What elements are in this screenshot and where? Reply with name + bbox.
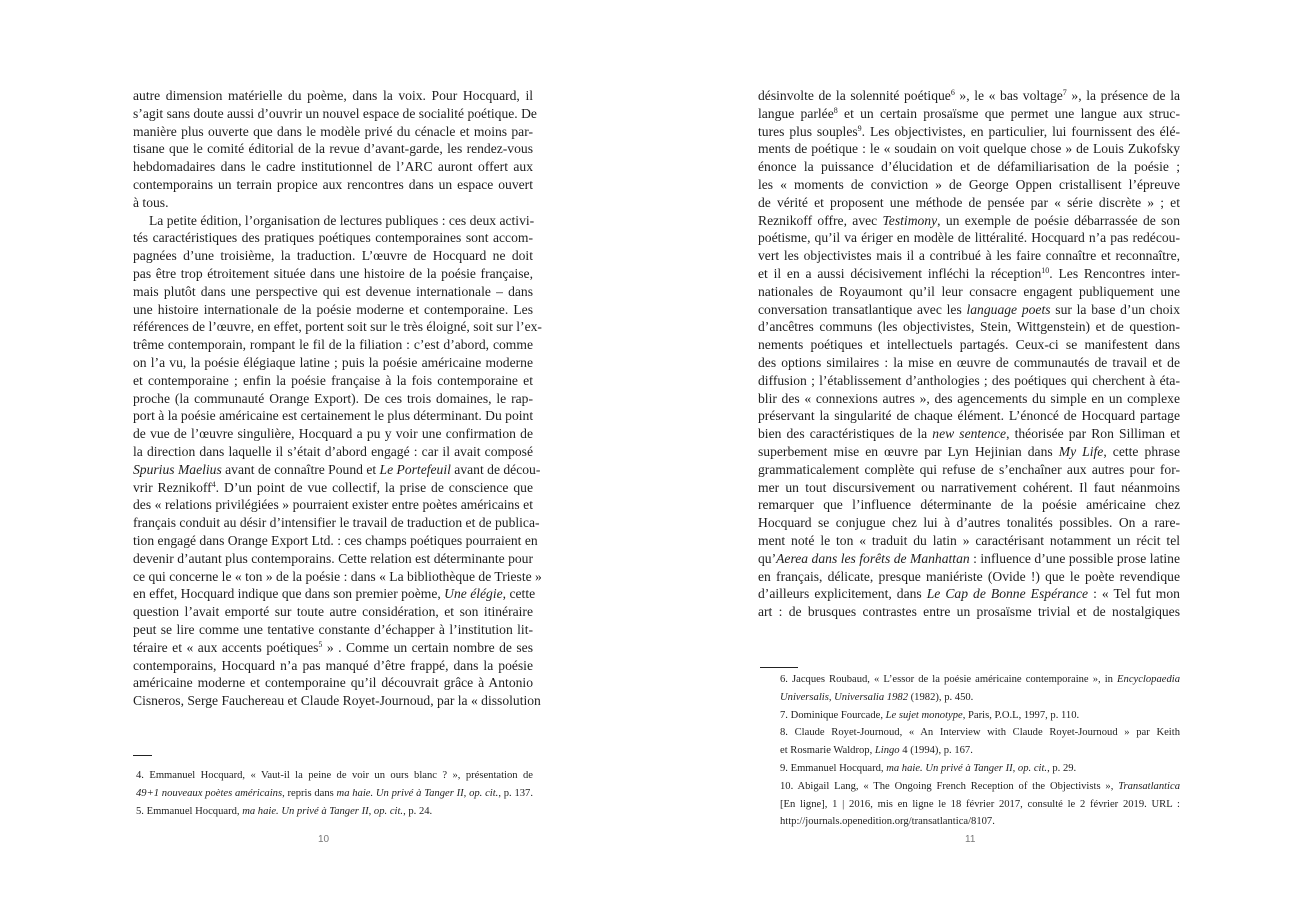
text-line <box>133 461 541 479</box>
text-run: » . Comme un certain nombre de ses <box>322 639 534 655</box>
text-line <box>758 461 1180 479</box>
italic-title: Transatlantica <box>1118 780 1180 792</box>
text-run: port à la poésie américaine est certainement le plus déterminant. Du point <box>133 408 534 424</box>
text-line <box>133 407 533 425</box>
text-run: mer un tout discursivement ou narrativement cohérent. Il faut néanmoins <box>758 479 1180 495</box>
text-run: art : de brusques contrastes entre un prosaïsme trivial et de nostalgiques <box>758 604 1180 620</box>
text-line <box>133 140 533 158</box>
text-run: peut se lire comme une tentative constante d’échapper à l’institution lit- <box>133 621 533 637</box>
text-line <box>133 692 541 710</box>
text-run: , cette <box>502 586 536 602</box>
text-run: en français, délicate, presque maniériste (Ovide !) que le poète revendique <box>758 568 1180 584</box>
page-number: 10 <box>318 834 330 845</box>
text-line <box>780 813 1180 831</box>
text-run: on l’a vu, la poésie élégiaque latine ; puis la poésie américaine moderne <box>133 354 533 370</box>
text-run: avant de décou- <box>450 461 541 477</box>
text-line <box>758 372 1180 390</box>
italic-title: Le Cap de Bonne Espérance <box>926 586 1089 602</box>
italic-title: ma haie. Un privé à Tanger II, op. cit. <box>886 762 1048 774</box>
text-run: et un certain prosaïsme que permet une langue aux struc- <box>837 105 1180 121</box>
text-run: français conduit au désir d’intensifier le travail de traduction et de publica- <box>133 515 540 531</box>
text-line <box>758 176 1180 194</box>
text-line <box>758 550 1180 568</box>
text-line <box>133 265 533 283</box>
text-line <box>758 354 1180 372</box>
text-line <box>133 87 533 105</box>
text-line <box>758 390 1180 408</box>
text-run: , un exemple de poésie débarrassée de son <box>937 212 1180 228</box>
footnotes <box>136 767 533 820</box>
text-run: d’ailleurs explicitement, dans <box>758 586 927 602</box>
text-line <box>758 443 1180 461</box>
text-line <box>133 247 533 265</box>
footnote-reference: 8 <box>833 105 838 115</box>
text-run: nements poétiques et intellectuels partagés. Ceux-ci se manifestent dans <box>758 337 1180 353</box>
text-run: : influence d’une possible prose latine <box>969 550 1180 566</box>
left-page <box>0 0 646 913</box>
text-line <box>780 671 1180 689</box>
text-line <box>758 194 1180 212</box>
text-line <box>133 585 536 603</box>
footnote-rule <box>760 667 798 668</box>
text-line <box>758 407 1180 425</box>
text-run: http://journals.openedition.org/transatlantica/8107. <box>780 816 995 828</box>
text-line <box>758 229 1180 247</box>
text-run: , théorisée par Ron Silliman et <box>1006 426 1180 442</box>
text-line <box>133 283 533 301</box>
text-run: . Les objectivistes, en particulier, lui fournissent des élé- <box>861 123 1181 139</box>
text-line <box>133 479 533 497</box>
text-line <box>133 674 533 692</box>
text-run: poétisme, qu’il va ériger en modèle de littéralité. Hocquard n’a pas redécou- <box>758 230 1180 246</box>
text-run: désinvolte de la solennité poétique <box>758 88 951 103</box>
text-run: », le « bas voltage <box>954 88 1063 103</box>
footnote-reference: 4 <box>211 479 216 489</box>
text-line <box>758 425 1180 443</box>
text-line <box>133 514 540 532</box>
text-run: remarquer que l’influence déterminante de la poésie américaine chez <box>758 497 1180 513</box>
text-line <box>758 585 1180 603</box>
text-line <box>133 301 533 319</box>
text-run: d’ancêtres communs (les objectivistes, Stein, Wittgenstein) et de question- <box>758 319 1180 335</box>
text-line <box>133 158 533 176</box>
text-run: en effet, Hocquard indique que dans son premier poème, <box>133 586 445 602</box>
text-line <box>133 176 533 194</box>
italic-title: Spurius Maelius <box>133 461 222 477</box>
text-line <box>780 707 1180 725</box>
italic-title: Une élégie <box>444 586 503 602</box>
text-run: devenir d’autant plus contemporains. Cette relation est déterminante pour <box>133 550 533 566</box>
text-run: tion engagé dans Orange Export Ltd. : ces champs poétiques pourraient en <box>133 532 538 548</box>
text-run: des « relations privilégiées » pourraient exister entre poètes américains et <box>133 497 533 513</box>
text-run: , cette phrase <box>1103 443 1181 459</box>
text-line <box>136 767 533 785</box>
text-line <box>758 479 1180 497</box>
text-line <box>758 318 1180 336</box>
text-line <box>133 657 533 675</box>
text-line <box>136 803 533 821</box>
text-line <box>780 760 1180 778</box>
text-run: (1982), p. 450. <box>908 691 974 703</box>
text-run: 4 (1994), p. 167. <box>899 745 973 757</box>
text-line <box>133 372 533 390</box>
page-number: 11 <box>965 834 976 845</box>
text-run: téraire et « aux accents poétiques <box>133 639 319 655</box>
text-run: tés caractéristiques des pratiques poétiques contemporaines sont accom- <box>133 230 533 246</box>
text-run: : « Tel fut mon <box>1088 586 1180 602</box>
text-run: manière plus ouverte que dans le modèle privé du cénacle et moins par- <box>133 123 533 139</box>
text-run: pagnées d’une troisième, la traduction. L’œuvre de Hocquard ne doit <box>133 248 533 264</box>
italic-title: ma haie. Un privé à Tanger II, op. cit. <box>336 787 499 799</box>
text-run: ments de poétique : le « soudain on voit quelque chose » de Louis Zukofsky <box>758 141 1180 157</box>
text-run: blir des « connexions autres », des agencements du simple en un complexe <box>758 390 1180 406</box>
text-line <box>780 778 1180 796</box>
text-line <box>758 265 1180 283</box>
italic-title: My Life <box>1058 443 1104 459</box>
text-run: question l’avait emporté sur toute autre considération, et son itinéraire <box>133 604 533 620</box>
footnotes <box>780 671 1180 831</box>
text-line <box>133 568 542 586</box>
text-run: . Les Rencontres inter- <box>1049 265 1180 281</box>
text-run: , p. 29. <box>1047 762 1077 774</box>
text-line <box>758 603 1180 621</box>
text-line <box>758 123 1180 141</box>
italic-title: 49+1 nouveaux poètes américains <box>136 787 283 799</box>
text-run: contemporains, Hocquard n’a pas manqué d’être frappé, dans la poésie <box>133 657 533 673</box>
text-run: préservant la singularité de chaque élément. L’énoncé de Hocquard partage <box>758 408 1180 424</box>
text-line <box>780 796 1180 814</box>
text-run: références de l’œuvre, en effet, portent soit sur le très éloigné, soit sur l’ex- <box>133 319 542 335</box>
text-line <box>758 301 1180 319</box>
text-run: 9. Emmanuel Hocquard, <box>780 762 887 774</box>
text-line <box>780 742 1180 760</box>
footnote-reference: 9 <box>857 123 862 133</box>
text-run: , p. 24. <box>403 805 433 817</box>
text-line <box>758 87 1180 105</box>
text-run: bien des caractéristiques de la <box>758 426 933 442</box>
text-line <box>758 568 1180 586</box>
text-run: et il en a aussi décisivement infléchi la réception <box>758 265 1042 281</box>
text-run: tures plus souples <box>758 123 858 139</box>
text-run: 8. Claude Royet-Journoud, « An Interview with Claude Royet-Journoud » par Keith <box>780 727 1180 739</box>
italic-title: Le sujet monotype <box>885 709 963 721</box>
text-run: 10. Abigail Lang, « The Ongoing French Reception of the Objectivists », <box>780 780 1119 792</box>
text-run: », la présence de la <box>1066 88 1181 103</box>
text-run: 5. Emmanuel Hocquard, <box>136 805 243 817</box>
text-run: vrir Reznikoff <box>133 479 212 495</box>
italic-title: Le Portefeuil <box>379 461 451 477</box>
text-run: de vérité et proposent une méthode de pensée par « série discrète » ; et <box>758 194 1180 210</box>
text-line <box>133 496 533 514</box>
text-run: avant de connaître Pound et <box>221 461 380 477</box>
text-run: pas être trop étroitement située dans une histoire de la poésie française, <box>133 265 533 281</box>
text-run: . D’un point de vue collectif, la prise de conscience que <box>215 479 533 495</box>
body-text <box>133 87 542 710</box>
text-line <box>780 724 1180 742</box>
text-line <box>758 158 1180 176</box>
text-line <box>133 425 533 443</box>
text-run: des options similaires : la mise en œuvre de communautés de travail et de <box>758 354 1180 370</box>
text-run: Hocquard se conjugue chez lui à d’autres tonalités possibles. On a rare- <box>758 515 1180 531</box>
text-run: 7. Dominique Fourcade, <box>780 709 886 721</box>
text-run: , repris dans <box>282 787 337 799</box>
text-line <box>133 532 538 550</box>
text-run: à tous. <box>133 194 169 210</box>
text-line <box>133 621 533 639</box>
text-run: Reznikoff offre, avec <box>758 212 883 228</box>
text-line <box>133 318 542 336</box>
text-run: diffusion ; l’établissement d’anthologies ; des poétiques qui cherchent à éta- <box>758 372 1180 388</box>
right-page <box>646 0 1293 913</box>
text-line <box>133 336 533 354</box>
footnote-rule <box>133 755 152 756</box>
text-line <box>758 247 1180 265</box>
text-run: sur la base d’un choix <box>1050 301 1180 317</box>
text-line <box>136 785 533 803</box>
text-line <box>133 603 533 621</box>
text-line <box>758 514 1180 532</box>
text-line <box>133 639 533 657</box>
text-run: autre dimension matérielle du poème, dans la voix. Pour Hocquard, il <box>133 88 533 103</box>
italic-title: Testimony <box>882 212 938 228</box>
text-run: ment noté le ton « traduit du latin » caractérisant notamment un récit tel <box>758 532 1180 548</box>
text-line <box>133 229 533 247</box>
text-run: vert les objectivistes mais il a contribué à les faire connaître et reconnaître, <box>758 248 1180 264</box>
text-run: langue parlée <box>758 105 834 121</box>
text-line <box>758 336 1180 354</box>
italic-title: Aerea dans les forêts de Manhattan <box>776 550 970 566</box>
text-run: s’agit sans doute aussi d’ouvrir un nouvel espace de socialité poétique. De <box>133 105 537 121</box>
text-line <box>780 689 1180 707</box>
text-run: 4. Emmanuel Hocquard, « Vaut-il la peine de voir un ours blanc ? », présentation de <box>136 770 533 781</box>
text-run: 6. Jacques Roubaud, « L’essor de la poésie américaine contemporaine », in <box>780 674 1118 685</box>
text-run: contemporains un terrain propice aux rencontres dans un espace ouvert <box>133 176 533 192</box>
text-line <box>758 105 1180 123</box>
text-run: mais plutôt dans une perspective qui est devenue internationale – dans <box>133 283 533 299</box>
text-line <box>133 212 533 230</box>
text-line <box>758 496 1180 514</box>
text-run: Cisneros, Serge Fauchereau et Claude Royet-Journoud, par la « dissolution <box>133 693 541 709</box>
text-line <box>133 194 533 212</box>
text-run: et contemporaine ; enfin la poésie française à la fois contemporaine et <box>133 372 533 388</box>
text-line <box>133 354 533 372</box>
footnote-reference: 7 <box>1062 88 1067 97</box>
text-line <box>758 140 1180 158</box>
italic-title: Universalis, Universalia 1982 <box>780 691 908 703</box>
text-run: ce qui concerne le « ton » de la poésie : dans « La bibliothèque de Trieste » <box>133 568 542 584</box>
text-run: nationales de Royaumont qu’il leur consacre engagent publiquement une <box>758 283 1180 299</box>
text-run: et Rosmarie Waldrop, <box>780 745 875 757</box>
text-line <box>133 105 537 123</box>
text-line <box>133 443 533 461</box>
text-run: [En ligne], 1 | 2016, mis en ligne le 18 février 2017, consulté le 2 février 2019. URL : <box>780 798 1180 810</box>
text-line <box>758 283 1180 301</box>
text-line <box>758 532 1180 550</box>
text-run: grammaticalement complète qui refuse de s’enchaîner aux autres pour for- <box>758 461 1180 477</box>
text-line <box>758 212 1180 230</box>
text-run: de vue de l’œuvre singulière, Hocquard a pu y voir une confirmation de <box>133 426 533 442</box>
text-run: proche (la communauté Orange Export). De ces trois domaines, le rap- <box>133 390 533 406</box>
italic-title: Lingo <box>874 745 900 757</box>
italic-title: new sentence <box>932 426 1007 442</box>
text-run: la direction dans laquelle il s’était d’abord engagé : car il avait composé <box>133 443 533 459</box>
footnote-reference: 10 <box>1041 265 1050 275</box>
footnote-reference: 6 <box>950 88 955 97</box>
text-run: superbement mise en œuvre par Lyn Hejinian dans <box>758 443 1059 459</box>
text-line <box>133 123 533 141</box>
text-run: , p. 137. <box>498 787 533 799</box>
italic-title: language poets <box>966 301 1051 317</box>
text-run: conversation transatlantique avec les <box>758 301 967 317</box>
text-run: qu’ <box>758 550 777 566</box>
text-run: les « moments de conviction » de George Oppen cristallisent l’épreuve <box>758 176 1180 192</box>
footnote-reference: 5 <box>318 639 323 649</box>
text-run: hebdomadaires dans le cadre institutionnel de l’ARC auront offert aux <box>133 159 533 175</box>
text-line <box>133 390 533 408</box>
text-run: trême contemporain, rompant le fil de la filiation : c’est d’abord, comme <box>133 337 533 353</box>
text-line <box>133 550 533 568</box>
text-run: tisane que le comité éditorial de la revue d’avant-garde, les rendez-vous <box>133 141 533 157</box>
text-run: La petite édition, l’organisation de lectures publiques : ces deux activi- <box>149 212 535 228</box>
italic-title: ma haie. Un privé à Tanger II, op. cit. <box>242 805 404 817</box>
text-run: une histoire internationale de la poésie moderne et contemporaine. Les <box>133 301 533 317</box>
text-run: énonce la puissance d’élucidation et de défamiliarisation de la poésie ; <box>758 159 1180 175</box>
text-run: , Paris, P.O.L, 1997, p. 110. <box>962 709 1080 721</box>
text-run: américaine moderne et contemporaine qu’il découvrait grâce à Antonio <box>133 675 533 691</box>
italic-title: Encyclopaedia <box>1117 674 1180 685</box>
body-text <box>758 87 1180 621</box>
